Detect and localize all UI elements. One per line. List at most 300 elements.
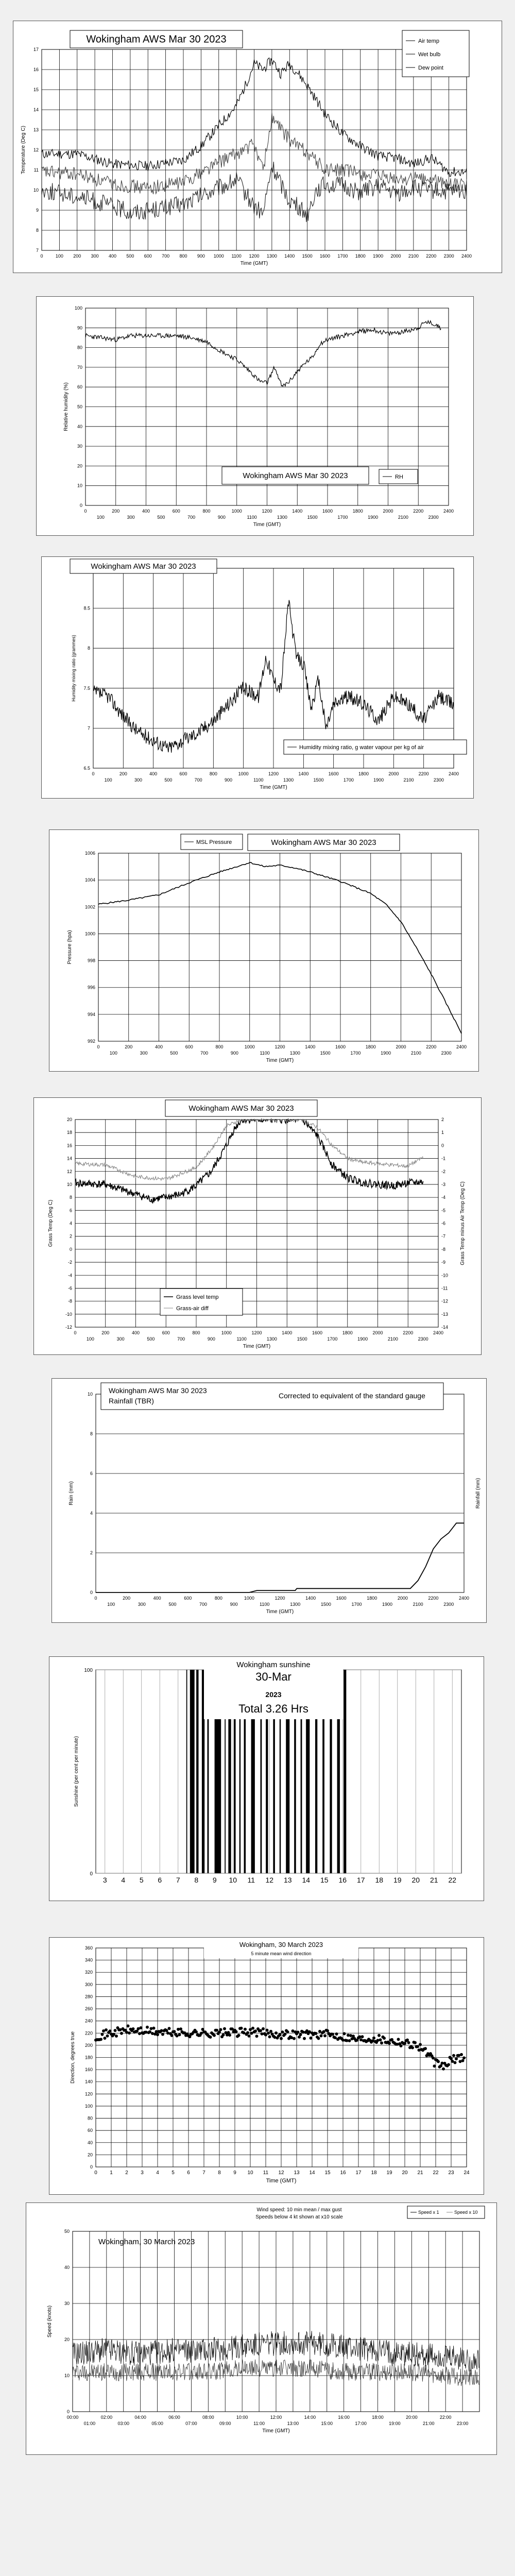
- x-tick-label: 1200: [251, 1330, 262, 1335]
- temperature-chart-panel: [13, 21, 502, 273]
- x-tick-label: 23:00: [456, 2421, 469, 2426]
- y-tick-label: 140: [84, 2079, 93, 2084]
- y-tick-label: 996: [87, 985, 95, 990]
- x-tick-label: 1200: [274, 1044, 285, 1049]
- x-tick-label: 1700: [337, 253, 348, 259]
- x-tick-label: 500: [157, 515, 165, 520]
- x-tick-label: 900: [217, 515, 226, 520]
- x-tick-label: 800: [214, 1596, 222, 1601]
- wind-direction-point: [454, 2061, 457, 2064]
- chart-title: Wokingham, 30 March 2023: [98, 2238, 195, 2246]
- x-tick-label: 2100: [398, 515, 408, 520]
- wind-direction-point: [361, 2035, 364, 2038]
- y-axis-label: Sunshine (per cent per minute): [74, 1736, 79, 1807]
- y-tick-label: 8: [36, 228, 39, 233]
- wind-direction-point: [105, 2028, 108, 2031]
- x-tick-label: 200: [123, 1596, 131, 1601]
- x-tick-label: 1800: [352, 509, 363, 514]
- x-tick-label: 1100: [260, 1602, 270, 1607]
- wind-direction-point: [326, 2029, 329, 2032]
- x-tick-label: 20: [411, 1876, 420, 1884]
- wind-direction-point: [166, 2031, 169, 2035]
- wind-direction-point: [244, 2028, 247, 2031]
- x-tick-label: 21:00: [422, 2421, 435, 2426]
- x-tick-label: 300: [134, 777, 143, 783]
- x-tick-label: 10: [229, 1876, 237, 1884]
- x-tick-label: 1500: [297, 1336, 307, 1342]
- x-tick-label: 1300: [290, 1602, 301, 1607]
- wind-direction-point: [215, 2029, 218, 2032]
- x-tick-label: 300: [116, 1336, 125, 1342]
- x-tick-label: 2300: [433, 777, 444, 783]
- wind-direction-point: [310, 2037, 313, 2040]
- x-axis-label: Time (GMT): [266, 1609, 294, 1615]
- x-tick-label: 15: [324, 2170, 331, 2176]
- wind-direction-point: [349, 2034, 352, 2037]
- x-tick-label: 1600: [322, 509, 333, 514]
- legend-label: Wet bulb: [418, 52, 441, 58]
- x-tick-label: 12:00: [270, 2415, 282, 2420]
- x-tick-label: 100: [55, 253, 63, 259]
- y-tick-label: 16: [33, 67, 39, 72]
- wind-direction-point: [178, 2033, 181, 2036]
- y-tick-label: 10: [77, 483, 82, 488]
- x-tick-label: 09:00: [219, 2421, 231, 2426]
- wind-direction-point: [106, 2035, 109, 2038]
- wind-direction-point: [320, 2035, 323, 2038]
- wind-direction-point: [112, 2033, 115, 2036]
- y-tick-label: -8: [67, 1298, 72, 1304]
- wind-direction-point: [286, 2030, 289, 2033]
- x-tick-label: 600: [184, 1596, 192, 1601]
- y-axis-label: Grass Temp minus Air Temp (Deg C): [460, 1181, 466, 1265]
- y-tick-label: 4: [90, 1511, 93, 1516]
- x-tick-label: 15: [320, 1876, 329, 1884]
- wind-direction-point: [248, 2035, 251, 2038]
- y-tick-label: 100: [84, 2103, 93, 2109]
- x-tick-label: 1100: [236, 1336, 247, 1342]
- y-tick-label: 18: [66, 1130, 72, 1136]
- wind-direction-point: [152, 2027, 156, 2030]
- wind-direction-point: [262, 2027, 265, 2030]
- x-tick-label: 1600: [319, 253, 331, 259]
- x-tick-label: 1900: [368, 515, 379, 520]
- y-right-tick-label: -2: [441, 1168, 446, 1174]
- y-tick-label: 16: [66, 1143, 72, 1148]
- wind-direction-point: [388, 2042, 391, 2045]
- y-right-tick-label: -7: [441, 1233, 446, 1239]
- y-tick-label: 80: [87, 2115, 93, 2121]
- y-tick-label: 994: [87, 1011, 95, 1017]
- x-tick-label: 1500: [320, 1050, 331, 1056]
- wind-direction-point: [120, 2032, 123, 2035]
- y-tick-label: 1000: [84, 931, 95, 937]
- x-tick-label: 1100: [247, 515, 257, 520]
- y-tick-label: 2: [90, 1550, 93, 1555]
- grass-temp-chart: [34, 1098, 482, 1355]
- y-tick-label: 40: [77, 423, 82, 429]
- x-tick-label: 21: [417, 2170, 423, 2176]
- wind-direction-point: [442, 2067, 445, 2071]
- y-tick-label: 280: [84, 1994, 93, 1999]
- y-tick-label: 12: [66, 1168, 72, 1174]
- chart-subtitle: 5 minute mean wind direction: [251, 1951, 312, 1956]
- legend-label: Speed x 1: [418, 2210, 439, 2215]
- chart-title: Wokingham, 30 March 2023: [239, 1941, 323, 1948]
- y-tick-label: 992: [87, 1039, 95, 1044]
- wind-direction-point: [127, 2024, 130, 2027]
- x-tick-label: 600: [162, 1330, 170, 1335]
- y-right-tick-label: -11: [441, 1285, 448, 1291]
- x-tick-label: 0: [92, 771, 95, 776]
- x-tick-label: 10: [247, 2170, 253, 2176]
- x-tick-label: 400: [149, 771, 158, 776]
- x-tick-label: 1500: [307, 515, 318, 520]
- date-label: 30-Mar: [255, 1670, 291, 1683]
- x-tick-label: 2100: [413, 1602, 423, 1607]
- x-tick-label: 2100: [410, 1050, 421, 1056]
- legend-label: Dew point: [418, 65, 443, 71]
- x-tick-label: 2300: [443, 1602, 454, 1607]
- x-tick-label: 1000: [238, 771, 249, 776]
- legend-label: Grass level temp: [176, 1294, 219, 1300]
- x-tick-label: 2200: [428, 1596, 439, 1601]
- x-tick-label: 900: [230, 1050, 238, 1056]
- x-tick-label: 0: [74, 1330, 77, 1335]
- wind-direction-point: [450, 2057, 453, 2060]
- y-tick-label: 8: [87, 646, 90, 651]
- y-axis-label: Humidity mixing ratio (grammes): [71, 635, 76, 702]
- y-tick-label: 10: [87, 1392, 93, 1397]
- x-tick-label: 11:00: [253, 2421, 265, 2426]
- wind-direction-point: [377, 2034, 381, 2037]
- x-tick-label: 2000: [390, 253, 401, 259]
- x-tick-label: 400: [154, 1044, 163, 1049]
- wind-direction-point: [243, 2031, 246, 2035]
- x-tick-label: 500: [147, 1336, 155, 1342]
- x-tick-label: 200: [112, 509, 120, 514]
- x-tick-label: 600: [172, 509, 180, 514]
- wind-direction-point: [303, 2037, 306, 2040]
- x-tick-label: 300: [91, 253, 99, 259]
- y-tick-label: 10: [33, 188, 39, 193]
- x-tick-label: 18: [375, 1876, 384, 1884]
- y-axis-label: Temperature (Deg C): [21, 126, 26, 174]
- x-tick-label: 800: [202, 509, 211, 514]
- legend-label: RH: [395, 474, 403, 480]
- y-tick-label: 40: [87, 2140, 93, 2145]
- x-tick-label: 400: [153, 1596, 161, 1601]
- chart-title: Wokingham AWS Mar 30 2023: [243, 471, 348, 480]
- x-tick-label: 20:00: [406, 2415, 418, 2420]
- x-tick-label: 1500: [302, 253, 313, 259]
- wind-direction-point: [455, 2057, 458, 2060]
- wind-direction-point: [380, 2041, 383, 2044]
- x-tick-label: 14:00: [304, 2415, 316, 2420]
- y-tick-label: 20: [66, 1117, 72, 1122]
- x-tick-label: 500: [126, 253, 134, 259]
- wind-direction-point: [348, 2039, 351, 2042]
- x-tick-label: 700: [187, 515, 196, 520]
- x-tick-label: 6: [187, 2170, 190, 2176]
- wind-direction-point: [170, 2034, 174, 2037]
- x-tick-label: 1800: [358, 771, 369, 776]
- x-tick-label: 1800: [355, 253, 366, 259]
- wind-direction-point: [416, 2045, 419, 2048]
- wind-direction-point: [150, 2027, 153, 2030]
- x-tick-label: 1500: [313, 777, 324, 783]
- x-tick-label: 2000: [372, 1330, 383, 1335]
- chart-title: Wokingham sunshine: [236, 1660, 311, 1669]
- x-tick-label: 2400: [458, 1596, 470, 1601]
- x-tick-label: 23: [448, 2170, 454, 2176]
- wind-direction-point: [223, 2027, 226, 2030]
- x-tick-label: 600: [179, 771, 187, 776]
- y-tick-label: 1006: [84, 851, 95, 856]
- x-tick-label: 500: [164, 777, 173, 783]
- x-tick-label: 1900: [382, 1602, 393, 1607]
- y-tick-label: 0: [69, 1246, 72, 1252]
- wind-direction-point: [297, 2031, 300, 2034]
- chart-subtitle: Wind speed: 10 min mean / max gust: [256, 2207, 342, 2213]
- y-tick-label: 20: [77, 463, 82, 469]
- y-tick-label: 0: [90, 2164, 93, 2170]
- x-tick-label: 17:00: [355, 2421, 367, 2426]
- x-tick-label: 2300: [418, 1336, 428, 1342]
- year-label: 2023: [265, 1690, 282, 1699]
- y-tick-label: 17: [33, 47, 39, 52]
- y-right-tick-label: -8: [441, 1246, 446, 1252]
- y-tick-label: 220: [84, 2030, 93, 2036]
- y-tick-label: 100: [84, 1668, 93, 1673]
- y-tick-label: 90: [77, 325, 82, 331]
- x-tick-label: 2200: [418, 771, 429, 776]
- humidity-chart: [37, 297, 474, 536]
- wind-direction-point: [284, 2032, 287, 2036]
- x-tick-label: 22:00: [439, 2415, 452, 2420]
- y-tick-label: 10: [64, 2373, 70, 2378]
- wind-direction-point: [447, 2063, 450, 2066]
- wind-direction-point: [400, 2044, 403, 2047]
- x-tick-label: 8: [218, 2170, 221, 2176]
- plot-area: [96, 1394, 464, 1592]
- x-tick-label: 1000: [213, 253, 224, 259]
- wind-direction-point: [179, 2027, 182, 2030]
- x-tick-label: 2300: [428, 515, 439, 520]
- y-right-tick-label: -14: [441, 1325, 449, 1330]
- wind-direction-point: [433, 2064, 436, 2067]
- y-axis-label: Relative humidity (%): [63, 382, 69, 431]
- wind-direction-point: [323, 2034, 327, 2037]
- x-tick-label: 1300: [283, 777, 294, 783]
- x-tick-label: 1100: [231, 253, 242, 259]
- chart-note: Speeds below 4 kt shown at x10 scale: [255, 2214, 343, 2220]
- y-right-tick-label: -5: [441, 1208, 446, 1213]
- x-tick-label: 1400: [305, 1044, 316, 1049]
- x-tick-label: 13:00: [287, 2421, 299, 2426]
- wind-direction-point: [334, 2036, 337, 2039]
- x-tick-label: 1400: [282, 1330, 293, 1335]
- y-tick-label: 8.5: [83, 605, 90, 611]
- x-axis-label: Time (GMT): [266, 2178, 297, 2184]
- x-tick-label: 400: [131, 1330, 140, 1335]
- wind-direction-point: [376, 2039, 380, 2042]
- x-tick-label: 700: [200, 1050, 209, 1056]
- wind-direction-point: [128, 2031, 131, 2035]
- x-tick-label: 03:00: [117, 2421, 130, 2426]
- y-tick-label: 9: [36, 208, 39, 213]
- x-tick-label: 700: [194, 777, 202, 783]
- x-tick-label: 04:00: [134, 2415, 146, 2420]
- sunshine-bar: [196, 1670, 198, 1873]
- y-tick-label: 2: [69, 1233, 72, 1239]
- x-tick-label: 16: [340, 2170, 346, 2176]
- mixing-ratio-chart-panel: [41, 556, 474, 799]
- y-tick-label: 120: [84, 2091, 93, 2097]
- x-tick-label: 8: [194, 1876, 199, 1884]
- y-tick-label: 0: [90, 1871, 93, 1877]
- wind-speed-chart: [26, 2203, 497, 2455]
- y-tick-label: 20: [87, 2152, 93, 2158]
- x-tick-label: 2300: [443, 253, 454, 259]
- x-tick-label: 1700: [343, 777, 354, 783]
- series-line-rh: [85, 321, 441, 387]
- y-tick-label: 360: [84, 1945, 93, 1951]
- x-tick-label: 19: [393, 1876, 402, 1884]
- x-tick-label: 1: [110, 2170, 113, 2176]
- y-right-tick-label: -12: [441, 1298, 449, 1304]
- sunshine-bar: [186, 1670, 187, 1873]
- x-tick-label: 1700: [351, 1602, 362, 1607]
- wind-direction-point: [146, 2026, 149, 2029]
- x-tick-label: 4: [156, 2170, 159, 2176]
- wind-direction-point: [317, 2037, 320, 2040]
- wind-direction-point: [372, 2037, 375, 2040]
- y-tick-label: 180: [84, 2055, 93, 2060]
- x-tick-label: 2100: [403, 777, 414, 783]
- wind-direction-point: [228, 2033, 231, 2037]
- x-axis-label: Time (GMT): [262, 2428, 290, 2434]
- x-tick-label: 7: [176, 1876, 180, 1884]
- y-right-tick-label: 0: [441, 1143, 444, 1148]
- x-tick-label: 1900: [373, 777, 384, 783]
- wind-direction-point: [331, 2033, 334, 2036]
- wind-direction-point: [104, 2037, 107, 2040]
- x-tick-label: 300: [138, 1602, 146, 1607]
- x-tick-label: 2400: [461, 253, 472, 259]
- x-tick-label: 3: [102, 1876, 107, 1884]
- wind-direction-point: [414, 2041, 417, 2044]
- x-tick-label: 2400: [443, 509, 454, 514]
- x-tick-label: 2000: [397, 1596, 408, 1601]
- rainfall-chart-panel: [52, 1378, 487, 1623]
- x-tick-label: 12: [265, 1876, 274, 1884]
- x-tick-label: 1900: [357, 1336, 368, 1342]
- x-tick-label: 700: [199, 1602, 208, 1607]
- grass-temp-chart-panel: [33, 1097, 482, 1355]
- x-axis-label: Time (GMT): [266, 1058, 294, 1063]
- sunshine-chart: [49, 1657, 485, 1902]
- wind-direction-point: [99, 2038, 102, 2041]
- y-tick-label: 60: [87, 2128, 93, 2133]
- wind-direction-point: [281, 2030, 284, 2033]
- chart-title: Wokingham AWS Mar 30 2023: [109, 1386, 207, 1395]
- chart-title: Wokingham AWS Mar 30 2023: [86, 33, 227, 45]
- x-tick-label: 900: [224, 777, 233, 783]
- x-tick-label: 1700: [337, 515, 348, 520]
- x-tick-label: 14: [309, 2170, 315, 2176]
- x-tick-label: 2100: [408, 253, 419, 259]
- y-tick-label: 30: [77, 444, 82, 449]
- wind-direction-point: [396, 2043, 399, 2046]
- wind-direction-point: [424, 2047, 427, 2050]
- legend-label: Air temp: [418, 38, 439, 44]
- chart-subtitle: Rainfall (TBR): [109, 1397, 154, 1405]
- wind-direction-chart-panel: [49, 1937, 484, 2195]
- y-tick-label: 14: [66, 1156, 72, 1161]
- x-tick-label: 1200: [274, 1596, 285, 1601]
- x-tick-label: 2400: [433, 1330, 444, 1335]
- sunshine-bar: [190, 1670, 195, 1873]
- y-tick-label: 998: [87, 958, 95, 963]
- wind-direction-point: [279, 2033, 282, 2036]
- total-sunshine-label: Total 3.26 Hrs: [238, 1702, 308, 1715]
- x-tick-label: 1700: [327, 1336, 338, 1342]
- wind-direction-point: [293, 2037, 296, 2040]
- x-tick-label: 1600: [336, 1596, 347, 1601]
- x-tick-label: 0: [40, 253, 43, 259]
- x-tick-label: 4: [121, 1876, 126, 1884]
- wind-direction-point: [259, 2029, 262, 2032]
- wind-direction-point: [461, 2059, 465, 2062]
- x-tick-label: 2200: [403, 1330, 414, 1335]
- wind-direction-point: [101, 2033, 104, 2036]
- x-tick-label: 1100: [253, 777, 264, 783]
- x-tick-label: 900: [197, 253, 205, 259]
- wind-direction-chart: [49, 1938, 485, 2195]
- x-tick-label: 2000: [396, 1044, 406, 1049]
- x-tick-label: 400: [142, 509, 150, 514]
- pressure-chart: [49, 830, 479, 1072]
- x-axis-label: Time (GMT): [253, 522, 281, 528]
- y-tick-label: 340: [84, 1957, 93, 1963]
- wind-direction-point: [397, 2038, 400, 2041]
- x-tick-label: 500: [168, 1602, 177, 1607]
- x-tick-label: 1800: [342, 1330, 353, 1335]
- wind-direction-point: [411, 2046, 414, 2049]
- y-tick-label: 240: [84, 2018, 93, 2024]
- wind-direction-point: [267, 2031, 270, 2035]
- wind-speed-chart-panel: [26, 2202, 497, 2455]
- y-tick-label: 6: [90, 1471, 93, 1476]
- x-tick-label: 02:00: [100, 2415, 113, 2420]
- wind-direction-point: [264, 2033, 267, 2037]
- wind-direction-point: [343, 2032, 346, 2035]
- x-tick-label: 20: [402, 2170, 408, 2176]
- x-tick-label: 200: [101, 1330, 110, 1335]
- wind-direction-point: [148, 2030, 151, 2033]
- y-tick-label: 6.5: [83, 766, 90, 771]
- wind-direction-point: [246, 2031, 249, 2035]
- x-tick-label: 1200: [262, 509, 272, 514]
- wind-direction-point: [315, 2032, 318, 2035]
- x-tick-label: 800: [209, 771, 217, 776]
- y-tick-label: 300: [84, 1981, 93, 1987]
- y-tick-label: 14: [33, 107, 39, 112]
- wind-direction-point: [209, 2036, 212, 2039]
- y-tick-label: 7: [36, 248, 39, 253]
- temperature-chart: [13, 21, 503, 274]
